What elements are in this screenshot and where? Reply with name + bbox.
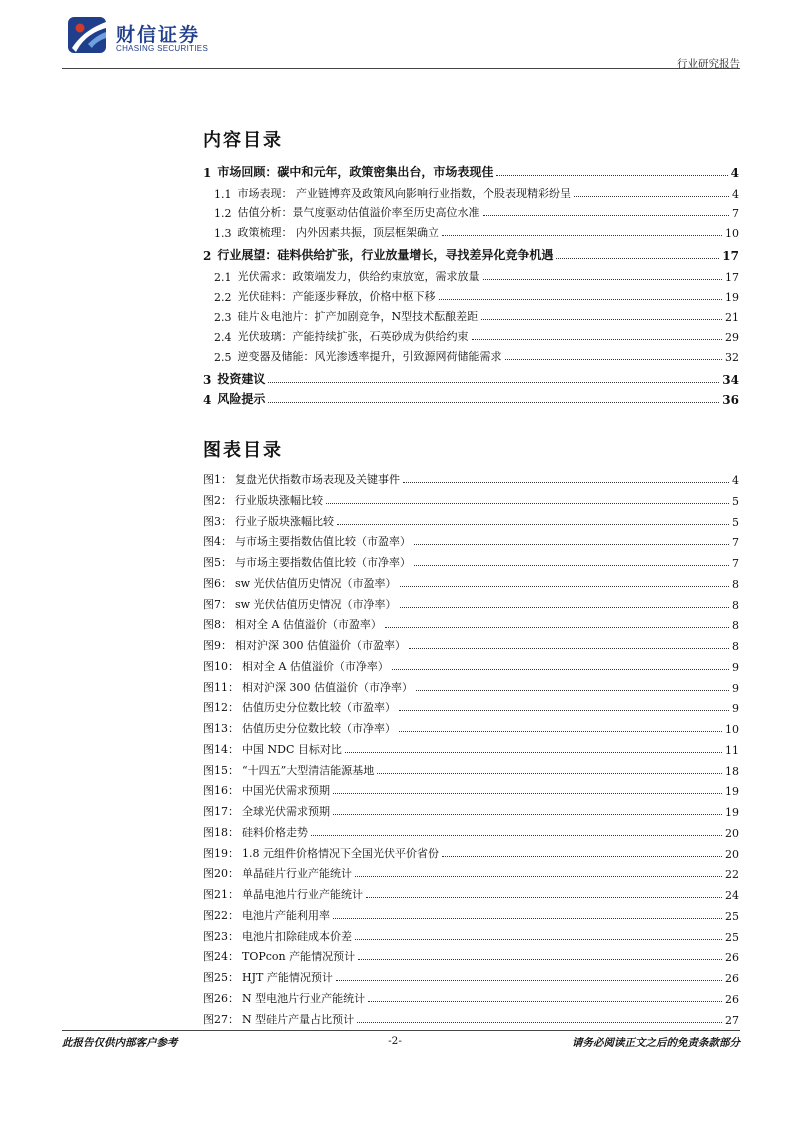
figure-item-page: 9 bbox=[732, 661, 739, 674]
figure-item[interactable] bbox=[203, 739, 739, 757]
header-divider bbox=[62, 68, 740, 69]
figure-item-page: 4 bbox=[732, 474, 739, 487]
figure-item-text: 硅料价格走势 bbox=[242, 826, 308, 839]
figure-item-label: 图27： bbox=[203, 1013, 239, 1026]
figure-item[interactable] bbox=[203, 760, 739, 778]
toc-item-text: 市场表现： 产业链博弈及政策风向影响行业指数，个股表现精彩纷呈 bbox=[237, 187, 571, 200]
toc-item-number: 2.4 bbox=[214, 331, 232, 344]
toc-item-number: 1.2 bbox=[214, 207, 232, 220]
toc-item-page: 4 bbox=[730, 166, 739, 180]
figure-item[interactable] bbox=[203, 531, 739, 549]
figure-item-label: 图25： bbox=[203, 971, 239, 984]
figure-item-label: 图1： bbox=[203, 473, 232, 486]
toc-item-text: 估值分析：景气度驱动估值溢价率至历史高位水准 bbox=[237, 206, 480, 219]
figure-item-page: 8 bbox=[732, 619, 739, 632]
dot-leader bbox=[355, 939, 722, 940]
figure-item[interactable] bbox=[203, 635, 739, 653]
dot-leader bbox=[326, 503, 729, 504]
figure-item[interactable] bbox=[203, 988, 739, 1006]
dot-leader bbox=[442, 235, 722, 236]
figure-item-page: 26 bbox=[725, 972, 739, 985]
dot-leader bbox=[556, 258, 719, 259]
figure-item-page: 5 bbox=[732, 516, 739, 529]
figure-item-text: 中国 NDC 目标对比 bbox=[242, 743, 342, 756]
toc-item[interactable] bbox=[203, 222, 739, 240]
figure-item-text: N 型硅片产量占比预计 bbox=[242, 1013, 355, 1026]
figure-item-page: 25 bbox=[725, 910, 739, 923]
figure-item-page: 8 bbox=[732, 578, 739, 591]
figure-item[interactable] bbox=[203, 677, 739, 695]
figure-item-label: 图16： bbox=[203, 784, 239, 797]
figure-item[interactable] bbox=[203, 469, 739, 487]
figure-item-label: 图18： bbox=[203, 826, 239, 839]
dot-leader bbox=[414, 565, 729, 566]
toc-item-text: 投资建议 bbox=[217, 372, 266, 386]
figure-item-text: 相对全 A 估值溢价（市净率） bbox=[242, 660, 389, 673]
dot-leader bbox=[385, 627, 729, 628]
toc-item-number: 2 bbox=[203, 249, 212, 263]
toc-item[interactable] bbox=[203, 286, 739, 304]
figure-item-text: 估值历史分位数比较（市盈率） bbox=[242, 701, 396, 714]
toc-item-page: 4 bbox=[732, 188, 739, 201]
figure-item-page: 22 bbox=[725, 868, 739, 881]
dot-leader bbox=[400, 607, 729, 608]
figure-item[interactable] bbox=[203, 926, 739, 944]
toc-item-number: 2.3 bbox=[214, 311, 232, 324]
dot-leader bbox=[416, 690, 729, 691]
figure-item-label: 图13： bbox=[203, 722, 239, 735]
page-number: -2- bbox=[388, 1035, 402, 1047]
toc-item-page: 10 bbox=[725, 227, 739, 240]
figure-item-page: 20 bbox=[725, 848, 739, 861]
figure-item-text: 电池片产能利用率 bbox=[242, 909, 330, 922]
page-header bbox=[62, 14, 740, 70]
toc-item[interactable] bbox=[203, 202, 739, 220]
dot-leader bbox=[403, 482, 729, 483]
figure-item-label: 图23： bbox=[203, 930, 239, 943]
figure-item-label: 图24： bbox=[203, 950, 239, 963]
toc-item-page: 7 bbox=[732, 207, 739, 220]
figure-item[interactable] bbox=[203, 822, 739, 840]
figure-item-label: 图26： bbox=[203, 992, 239, 1005]
figure-item-text: 单晶电池片行业产能统计 bbox=[242, 888, 363, 901]
dot-leader bbox=[574, 196, 729, 197]
toc-item[interactable] bbox=[203, 266, 739, 284]
toc-item[interactable] bbox=[203, 183, 739, 201]
figure-item[interactable] bbox=[203, 718, 739, 736]
figure-item-label: 图17： bbox=[203, 805, 239, 818]
dot-leader bbox=[333, 814, 722, 815]
figure-item-page: 25 bbox=[725, 931, 739, 944]
dot-leader bbox=[483, 279, 723, 280]
figure-item-text: 1.8 元组件价格情况下全国光伏平价省份 bbox=[242, 847, 439, 860]
toc-item-number: 4 bbox=[203, 393, 212, 407]
figure-item-label: 图21： bbox=[203, 888, 239, 901]
dot-leader bbox=[377, 773, 722, 774]
toc-item[interactable] bbox=[203, 162, 739, 180]
figure-item-page: 8 bbox=[732, 640, 739, 653]
footer-disclaimer-right: 请务必阅读正文之后的免责条款部分 bbox=[572, 1037, 740, 1049]
figure-item-label: 图2： bbox=[203, 494, 232, 507]
figure-item-label: 图15： bbox=[203, 764, 239, 777]
dot-leader bbox=[311, 835, 722, 836]
figure-item-page: 8 bbox=[732, 599, 739, 612]
figure-item[interactable] bbox=[203, 780, 739, 798]
figure-item[interactable] bbox=[203, 552, 739, 570]
figure-item-label: 图10： bbox=[203, 660, 239, 673]
toc-item-text: 政策梳理： 内外因素共振，顶层框架确立 bbox=[237, 226, 439, 239]
dot-leader bbox=[496, 175, 727, 176]
toc-item-number: 2.2 bbox=[214, 291, 232, 304]
dot-leader bbox=[439, 299, 723, 300]
dot-leader bbox=[336, 980, 722, 981]
dot-leader bbox=[472, 339, 723, 340]
dot-leader bbox=[399, 731, 722, 732]
figure-item-text: 相对沪深 300 估值溢价（市盈率） bbox=[235, 639, 406, 652]
figure-item-page: 19 bbox=[725, 785, 739, 798]
figures-title: 图表目录 bbox=[203, 440, 283, 461]
figure-item[interactable] bbox=[203, 511, 739, 529]
figure-item-text: 单晶硅片行业产能统计 bbox=[242, 867, 352, 880]
figure-item-page: 7 bbox=[732, 557, 739, 570]
dot-leader bbox=[400, 586, 729, 587]
figure-item-text: 行业版块涨幅比较 bbox=[235, 494, 323, 507]
toc-item-text: 硅片＆电池片：扩产加剧竞争，N型技术酝酿差距 bbox=[237, 310, 479, 323]
figure-item-label: 图4： bbox=[203, 535, 232, 548]
figure-item-label: 图14： bbox=[203, 743, 239, 756]
figure-item[interactable] bbox=[203, 614, 739, 632]
dot-leader bbox=[483, 215, 730, 216]
dot-leader bbox=[368, 1001, 722, 1002]
figure-item-text: 相对沪深 300 估值溢价（市净率） bbox=[242, 681, 413, 694]
toc-item-text: 逆变器及储能：风光渗透率提升，引致源网荷储能需求 bbox=[237, 350, 502, 363]
figure-item[interactable] bbox=[203, 656, 739, 674]
toc-item[interactable] bbox=[203, 326, 739, 344]
figure-item[interactable] bbox=[203, 905, 739, 923]
dot-leader bbox=[414, 544, 729, 545]
figure-item[interactable] bbox=[203, 697, 739, 715]
figure-item-text: N 型电池片行业产能统计 bbox=[242, 992, 366, 1005]
footer-disclaimer-left: 此报告仅供内部客户参考 bbox=[62, 1037, 178, 1049]
toc-item[interactable] bbox=[203, 369, 739, 387]
toc-item-page: 32 bbox=[725, 351, 739, 364]
toc-item[interactable] bbox=[203, 389, 739, 407]
figure-item-page: 18 bbox=[725, 765, 739, 778]
dot-leader bbox=[399, 710, 729, 711]
figure-item-page: 9 bbox=[732, 682, 739, 695]
figure-item[interactable] bbox=[203, 490, 739, 508]
figure-item-text: 复盘光伏指数市场表现及关键事件 bbox=[235, 473, 400, 486]
figure-item[interactable] bbox=[203, 801, 739, 819]
toc-title: 内容目录 bbox=[203, 130, 283, 151]
dot-leader bbox=[366, 897, 722, 898]
toc-item[interactable] bbox=[203, 306, 739, 324]
figure-item-page: 24 bbox=[725, 889, 739, 902]
figure-item-page: 27 bbox=[725, 1014, 739, 1027]
toc-item-page: 17 bbox=[722, 249, 739, 263]
dot-leader bbox=[337, 524, 729, 525]
figure-item-label: 图20： bbox=[203, 867, 239, 880]
toc-item-text: 光伏需求：政策端发力，供给约束放宽，需求放量 bbox=[237, 270, 480, 283]
toc-item-text: 行业展望：硅料供给扩张，行业放量增长，寻找差异化竞争机遇 bbox=[217, 248, 554, 262]
toc-item-text: 市场回顾：碳中和元年，政策密集出台，市场表现佳 bbox=[217, 165, 494, 179]
toc-item-page: 17 bbox=[725, 271, 739, 284]
figure-item-label: 图22： bbox=[203, 909, 239, 922]
figure-item-label: 图19： bbox=[203, 847, 239, 860]
dot-leader bbox=[268, 402, 719, 403]
figure-item[interactable] bbox=[203, 946, 739, 964]
dot-leader bbox=[333, 793, 722, 794]
figure-item-label: 图9： bbox=[203, 639, 232, 652]
toc-item-number: 1.3 bbox=[214, 227, 232, 240]
dot-leader bbox=[392, 669, 729, 670]
figure-item[interactable] bbox=[203, 573, 739, 591]
figure-item-page: 5 bbox=[732, 495, 739, 508]
dot-leader bbox=[409, 648, 729, 649]
dot-leader bbox=[357, 1022, 722, 1023]
chasing-securities-logo-icon bbox=[66, 14, 110, 56]
figure-item-label: 图7： bbox=[203, 598, 232, 611]
brand-name: 财信证券 bbox=[116, 24, 201, 46]
toc-item-page: 21 bbox=[725, 311, 739, 324]
dot-leader bbox=[505, 359, 723, 360]
brand-name-english: CHASING SECURITIES bbox=[116, 44, 209, 53]
figure-item[interactable] bbox=[203, 884, 739, 902]
figure-item-text: 相对全 A 估值溢价（市盈率） bbox=[235, 618, 382, 631]
figure-item-text: sw 光伏估值历史情况（市净率） bbox=[235, 598, 397, 611]
dot-leader bbox=[481, 319, 722, 320]
figure-item-text: 与市场主要指数估值比较（市盈率） bbox=[235, 535, 411, 548]
figure-item-label: 图3： bbox=[203, 515, 232, 528]
figure-item-text: HJT 产能情况预计 bbox=[242, 971, 333, 984]
figure-item-label: 图12： bbox=[203, 701, 239, 714]
toc-item-number: 3 bbox=[203, 373, 212, 387]
figure-item-text: 估值历史分位数比较（市净率） bbox=[242, 722, 396, 735]
dot-leader bbox=[358, 959, 722, 960]
figure-item-label: 图8： bbox=[203, 618, 232, 631]
dot-leader bbox=[345, 752, 722, 753]
figure-item-label: 图6： bbox=[203, 577, 232, 590]
toc-item-number: 1.1 bbox=[214, 188, 232, 201]
figure-item-text: 中国光伏需求预期 bbox=[242, 784, 330, 797]
footer-divider bbox=[62, 1030, 740, 1031]
figure-item[interactable] bbox=[203, 967, 739, 985]
figure-item-page: 20 bbox=[725, 827, 739, 840]
toc-item-text: 光伏硅料：产能逐步释放，价格中枢下移 bbox=[237, 290, 436, 303]
toc-item[interactable] bbox=[203, 346, 739, 364]
figure-item[interactable] bbox=[203, 1009, 739, 1027]
toc-item-page: 19 bbox=[725, 291, 739, 304]
figure-item-page: 26 bbox=[725, 951, 739, 964]
figure-item-page: 7 bbox=[732, 536, 739, 549]
report-type-label: 行业研究报告 bbox=[677, 58, 740, 70]
figure-item-page: 26 bbox=[725, 993, 739, 1006]
dot-leader bbox=[442, 856, 722, 857]
dot-leader bbox=[355, 876, 722, 877]
figure-item-text: 行业子版块涨幅比较 bbox=[235, 515, 334, 528]
toc-item[interactable] bbox=[203, 245, 739, 263]
figure-item-text: 电池片扣除硅成本价差 bbox=[242, 930, 352, 943]
toc-item-number: 2.1 bbox=[214, 271, 232, 284]
figure-item-page: 11 bbox=[725, 744, 739, 757]
toc-item-text: 风险提示 bbox=[217, 392, 266, 406]
figure-item[interactable] bbox=[203, 863, 739, 881]
figure-item-page: 19 bbox=[725, 806, 739, 819]
figure-item[interactable] bbox=[203, 843, 739, 861]
toc-item-page: 34 bbox=[722, 373, 739, 387]
figure-item-text: TOPcon 产能情况预计 bbox=[242, 950, 356, 963]
figure-item-page: 10 bbox=[725, 723, 739, 736]
figure-item-text: 全球光伏需求预期 bbox=[242, 805, 330, 818]
figure-item-text: sw 光伏估值历史情况（市盈率） bbox=[235, 577, 397, 590]
figure-item-text: 与市场主要指数估值比较（市净率） bbox=[235, 556, 411, 569]
toc-item-page: 36 bbox=[722, 393, 739, 407]
dot-leader bbox=[268, 382, 719, 383]
figure-item[interactable] bbox=[203, 594, 739, 612]
figure-item-label: 图5： bbox=[203, 556, 232, 569]
toc-item-text: 光伏玻璃：产能持续扩张，石英砂成为供给约束 bbox=[237, 330, 469, 343]
toc-item-number: 2.5 bbox=[214, 351, 232, 364]
figure-item-page: 9 bbox=[732, 702, 739, 715]
figure-item-label: 图11： bbox=[203, 681, 239, 694]
figure-item-text: “十四五”大型清洁能源基地 bbox=[242, 764, 375, 777]
dot-leader bbox=[333, 918, 722, 919]
toc-item-number: 1 bbox=[203, 166, 212, 180]
toc-item-page: 29 bbox=[725, 331, 739, 344]
